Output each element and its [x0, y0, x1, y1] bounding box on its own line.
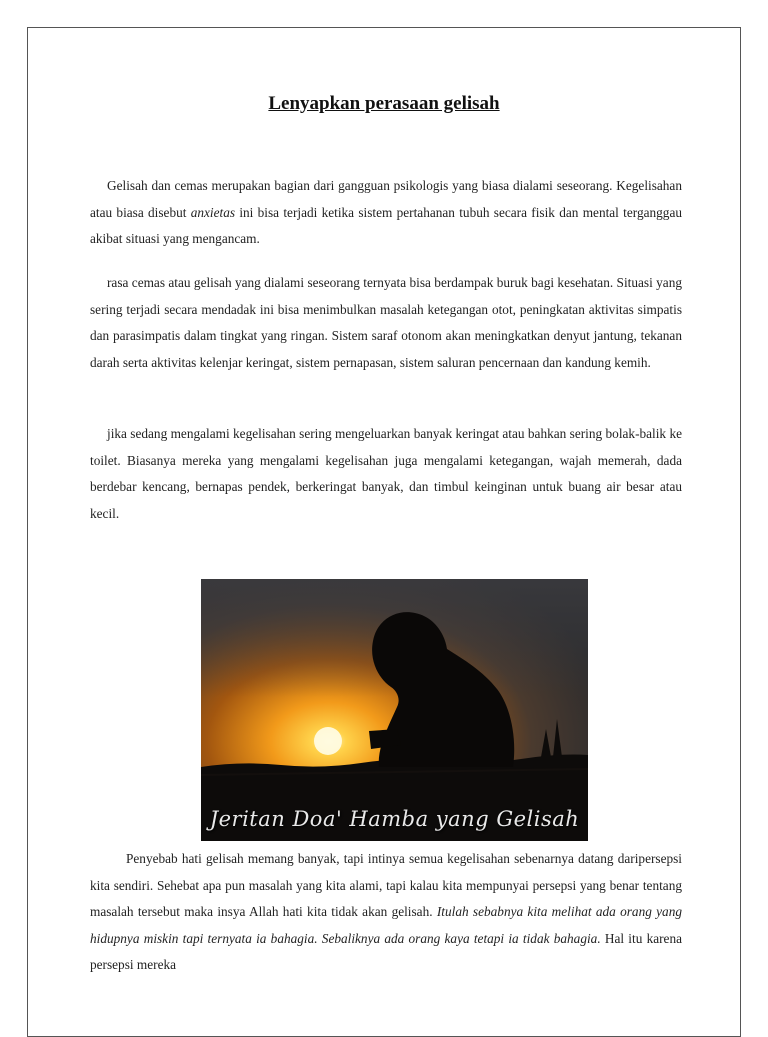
prayer-silhouette-image — [201, 579, 588, 841]
paragraph-3 — [90, 421, 682, 527]
paragraph-1-text-end: ini bisa terjadi ketika sistem pertahanan tubuh secara fisik dan mental terganggau akibat situasi yang mengancam. — [90, 204, 682, 246]
paragraph-1-italic: anxietas — [190, 204, 236, 220]
paragraph-4-text: Penyebab hati gelisah memang banyak, tapi intinya semua kegelisahan sebenarnya datang daripersepsi kita sendiri. Sehebat apa pun masalah yang kita alami, tapi kalau kita mempunyai persepsi yang benar tentang masalah tersebut maka insya Allah hati kita tidak akan gelisah. — [90, 851, 682, 919]
paragraph-4-italic: Itulah sebabnya kita melihat ada orang yang hidupnya miskin tapi ternyata ia bahagia. Sebaliknya ada orang kaya tetapi ia tidak bahagia. — [90, 904, 683, 946]
paragraph-4 — [90, 846, 682, 979]
paragraph-4-text-end: Hal itu karena persepsi mereka — [90, 930, 682, 972]
document-title: Lenyapkan perasaan gelisah — [268, 93, 500, 114]
paragraph-3-text: jika sedang mengalami kegelisahan sering mengeluarkan banyak keringat atau bahkan sering bolak-balik ke toilet. Biasanya mereka yang mengalami kegelisahan juga mengalami ketegangan, wajah memerah, dada berdebar kencang, bernapas pendek, berkeringat banyak, dan timbul keinginan untuk buang air besar atau kecil. — [90, 426, 682, 521]
image-caption: Jeritan Doa' Hamba yang Gelisah — [209, 807, 580, 831]
sun — [314, 727, 342, 755]
document-page — [27, 27, 741, 1037]
paragraph-2 — [90, 270, 682, 376]
paragraph-2-text: rasa cemas atau gelisah yang dialami seseorang ternyata bisa berdampak buruk bagi kesehatan. Situasi yang sering terjadi secara mendadak ini bisa menimbulkan masalah ketegangan otot, peningkatan aktivitas simpatis dan parasimpatis dalam tingkat yang ringan. Sistem saraf otonom akan meningkatkan denyut jantung, tekanan darah serta aktivitas kelenjar keringat, sistem pernapasan, sistem saluran pencernaan dan kandung kemih. — [90, 275, 682, 370]
sunset-silhouette-illustration — [201, 579, 588, 841]
paragraph-1 — [90, 173, 682, 253]
paragraph-1-text: Gelisah dan cemas merupakan bagian dari gangguan psikologis yang biasa dialami seseorang. Kegelisahan atau biasa disebut — [90, 178, 682, 220]
